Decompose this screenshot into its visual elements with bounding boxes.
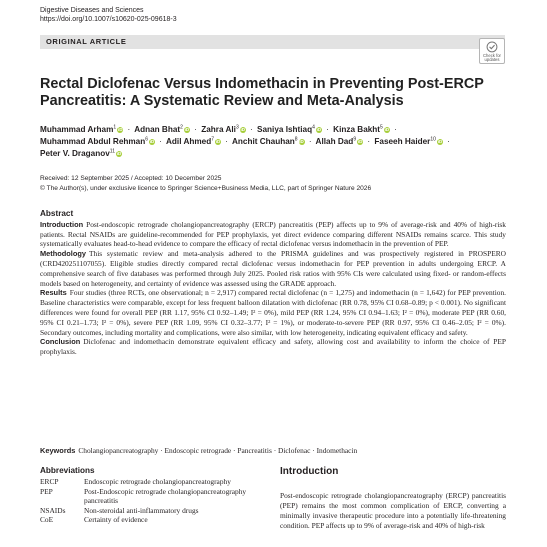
- article-title: Rectal Diclofenac Versus Indomethacin in Preventing Post-ERCP Pancreatitis: A Systematic Review and Meta-Analysis: [40, 76, 484, 109]
- abbreviations-table: [40, 477, 268, 525]
- orcid-icon[interactable]: iD: [384, 126, 390, 132]
- affiliation-number: 2: [180, 124, 183, 131]
- affiliation-number: 6: [145, 136, 149, 143]
- author-separator: ·: [250, 125, 253, 134]
- author-separator: ·: [394, 125, 397, 134]
- abstract: [40, 209, 506, 357]
- article-dates: Received: 12 September 2025 / Accepted: 10 December 2025: [40, 175, 222, 182]
- introduction-heading: Introduction: [280, 466, 339, 477]
- article-type-banner: [40, 35, 505, 49]
- keywords-text: Cholangiopancreatography · Endoscopic retrograde · Pancreatitis · Diclofenac · Indomethacin: [78, 446, 358, 455]
- orcid-icon[interactable]: iD: [215, 138, 221, 144]
- author-separator: ·: [127, 125, 131, 134]
- orcid-icon[interactable]: iD: [149, 138, 155, 144]
- check-for-updates-text: Check for updates: [483, 52, 501, 63]
- author[interactable]: [316, 137, 364, 146]
- orcid-icon[interactable]: iD: [117, 126, 123, 132]
- author-name: Kinza Bakht: [333, 125, 381, 134]
- introduction-text: Post-endoscopic retrograde cholangiopancreatography (ERCP) pancreatitis (PEP) remains the most common complication of ERCP, converting a minimally invasive therapeutic procedure into a potentially life-threatening condition. PEP affects up to 9% of average-risk and 40% of high-risk: [280, 491, 506, 530]
- author-separator: ·: [367, 137, 371, 146]
- author[interactable]: [166, 137, 221, 146]
- keywords-label: Keywords: [40, 446, 76, 455]
- abbreviation-row: ERCP Endoscopic retrograde cholangiopancreatography: [40, 477, 231, 486]
- affiliation-number: 9: [353, 136, 357, 143]
- abbreviation-row: CoE Certainty of evidence: [40, 515, 148, 525]
- abbreviation-row: PEP Post-Endoscopic retrograde cholangiopancreatography pancreatitis: [40, 486, 247, 506]
- check-for-updates-icon: [486, 41, 498, 53]
- author-name: Muhammad Arham: [40, 125, 114, 134]
- author[interactable]: [134, 125, 190, 134]
- author-name: Peter V. Draganov: [40, 149, 110, 158]
- abstract-introduction: Introduction Post-endoscopic retrograde cholangiopancreatography (ERCP) pancreatitis (PEP) affects up to 9% of average-risk and 40% of high-risk patients. Rectal NSAIDs are guideline-recommended for PEP prophylaxis, yet direct evidence comparing different NSAIDs remains scarce. This study systematically evaluates head-to-head evidence to compare the efficacy of rectal diclofenac versus indomethacin in the prevention of PEP.: [40, 219, 506, 249]
- affiliation-number: 10: [430, 136, 436, 143]
- author-list: [40, 124, 510, 160]
- author[interactable]: [374, 137, 443, 146]
- orcid-icon[interactable]: iD: [299, 138, 304, 144]
- affiliation-number: 5: [380, 124, 383, 131]
- author[interactable]: [333, 125, 390, 134]
- affiliation-number: 3: [235, 124, 239, 131]
- keywords: [40, 446, 506, 455]
- author-name: Adil Ahmed: [166, 137, 212, 146]
- article-type-label: ORIGINAL ARTICLE: [46, 37, 127, 46]
- check-for-updates-badge[interactable]: [479, 38, 505, 64]
- author-name: Zahra Ali: [201, 125, 236, 134]
- orcid-icon[interactable]: iD: [184, 126, 190, 132]
- author-separator: ·: [194, 125, 197, 134]
- article-meta: [40, 174, 371, 194]
- author-name: Allah Dad: [315, 137, 354, 146]
- author-separator: ·: [447, 137, 450, 146]
- affiliation-number: 11: [109, 148, 115, 155]
- author-separator: ·: [225, 137, 228, 146]
- author-separator: ·: [159, 137, 163, 146]
- orcid-icon[interactable]: iD: [437, 138, 443, 144]
- author[interactable]: [40, 137, 155, 146]
- author[interactable]: [201, 125, 246, 134]
- author-name: Muhammad Abdul Rehman: [40, 137, 146, 146]
- author-separator: ·: [308, 137, 312, 146]
- abstract-heading: Abstract: [40, 209, 74, 218]
- affiliation-number: 1: [113, 124, 117, 131]
- journal-name: Digestive Diseases and Sciences: [40, 7, 144, 14]
- copyright-line: © The Author(s), under exclusive licence to Springer Science+Business Media, LLC, part of Springer Nature 2026: [40, 185, 372, 192]
- orcid-icon[interactable]: iD: [316, 126, 322, 132]
- affiliation-number: 7: [211, 136, 214, 143]
- author-name: Adnan Bhat: [134, 125, 181, 134]
- journal-header: [40, 6, 177, 24]
- author-name: Faseeh Haider: [374, 137, 431, 146]
- abbreviation-row: NSAIDs Non-steroidal anti-inflammatory drugs: [40, 505, 199, 515]
- orcid-icon[interactable]: iD: [240, 126, 245, 132]
- affiliation-number: 4: [312, 124, 315, 131]
- affiliation-number: 8: [294, 136, 298, 143]
- author[interactable]: [257, 125, 322, 134]
- author[interactable]: [40, 125, 123, 134]
- introduction-section: [280, 466, 506, 531]
- author-name: Saniya Ishtiaq: [257, 125, 313, 134]
- author-name: Anchit Chauhan: [231, 137, 295, 146]
- abstract-conclusion: Conclusion Diclofenac and indomethacin demonstrate equivalent efficacy and safety, allowing cost and availability to inform the choice of PEP prophylaxis.: [40, 337, 506, 357]
- author[interactable]: [40, 149, 122, 158]
- abstract-results: Results Four studies (three RCTs, one observational; n = 2,917) compared rectal diclofenac (n = 1,275) and indomethacin (n = 1,642) for PEP prevention. Baseline characteristics were comparable, except for less frequent balloon dilatation with diclofenac (RR 0.78, 95% CI 0.68–0.89; p < 0.001). No significant differences were found for overall PEP (RR 1.17, 95% CI 0.92–1.49; I² = 0%), mild PEP (RR 1.24, 95% CI 0.94–1.63; I² = 0%), moderate PEP (RR 0.60, 95% CI 0.21–1.73; I² = 0%), severe PEP (RR 1.09, 95% CI 0.32–3.77; I² = 1%), or moderate-to-severe PEP (RR 0.97, 95% CI 0.46–2.05; I² = 0%). Secondary outcomes, including mortality and complications, were also similar, with low heterogeneity, indicating equivalent efficacy and safety.: [40, 288, 506, 337]
- orcid-icon[interactable]: iD: [357, 138, 363, 144]
- abbreviations-heading: Abbreviations: [40, 466, 95, 475]
- doi-link[interactable]: https://doi.org/10.1007/s10620-025-09618-3: [40, 16, 177, 23]
- abstract-methodology: Methodology This systematic review and meta-analysis adhered to the PRISMA guidelines and was prospectively registered in PROSPERO (CRD420251107055). Eligible studies directly compared rectal diclofenac versus indomethacin for PEP prevention in adults undergoing ERCP. A comprehensive search of five databases was performed through July 2025. Pooled risk ratios with 95% CIs were calculated using fixed- or random-effects models based on heterogeneity, and certainty of evidence was assessed using the GRADE approach.: [40, 249, 506, 288]
- orcid-icon[interactable]: iD: [116, 150, 122, 156]
- abbreviations: [40, 466, 268, 525]
- author[interactable]: [232, 137, 305, 146]
- author-separator: ·: [326, 125, 329, 134]
